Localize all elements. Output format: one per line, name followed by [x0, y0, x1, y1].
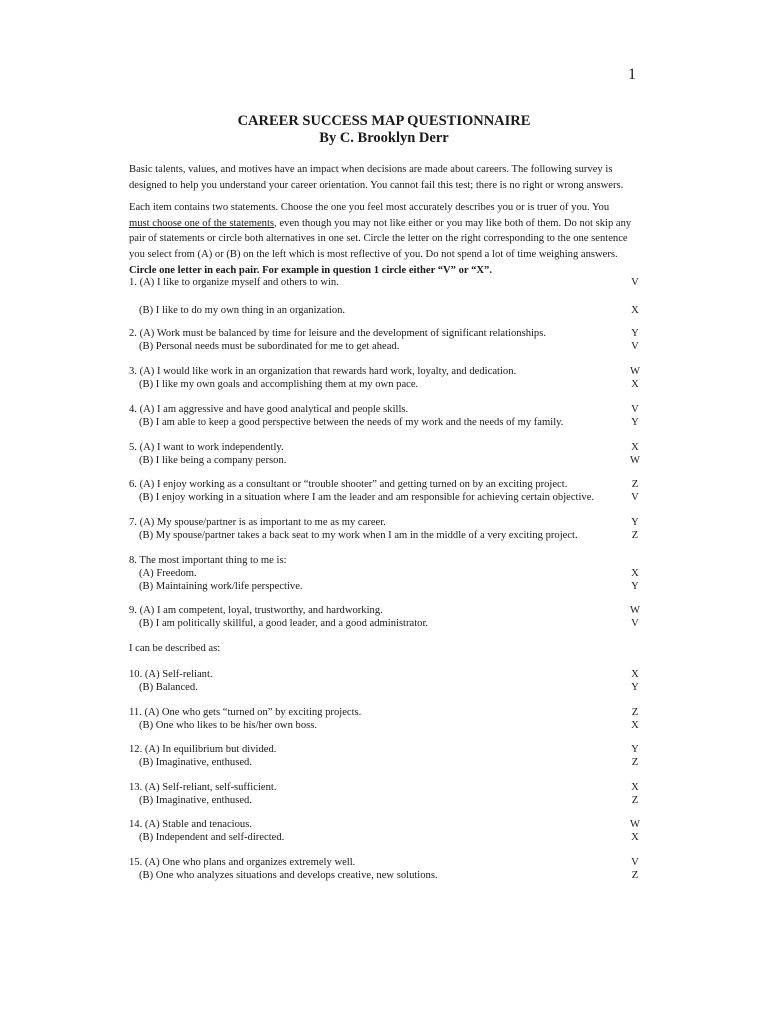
- question-8-b: (B) Maintaining work/life perspective.: [139, 581, 303, 592]
- question-11-a: 11. (A) One who gets “turned on” by exciting projects.: [129, 707, 362, 718]
- instructions-line: [129, 216, 631, 232]
- question-1-b: (B) I like to do my own thing in an organization.: [139, 305, 346, 316]
- answer-letter-12b[interactable]: Z: [631, 757, 639, 768]
- document-author: By C. Brooklyn Derr: [319, 130, 449, 146]
- answer-letter-6b[interactable]: V: [631, 492, 639, 503]
- question-13-b: (B) Imaginative, enthused.: [139, 795, 252, 806]
- answer-letter-13b[interactable]: Z: [631, 795, 639, 806]
- answer-letter-15b[interactable]: Z: [631, 870, 639, 881]
- intro-paragraph: [129, 162, 623, 193]
- answer-letter-8a[interactable]: X: [631, 568, 639, 579]
- question-10-b: (B) Balanced.: [139, 682, 198, 693]
- question-12-a: 12. (A) In equilibrium but divided.: [129, 744, 277, 755]
- instructions-paragraph: [129, 200, 631, 262]
- question-9-b: (B) I am politically skillful, a good leader, and a good administrator.: [139, 618, 429, 629]
- instructions-line: Each item contains two statements. Choose the one you feel most accurately describes you or is truer of you. You: [129, 202, 610, 213]
- answer-letter-4b[interactable]: Y: [631, 417, 639, 428]
- answer-letter-4a[interactable]: V: [631, 404, 639, 415]
- answer-letter-3b[interactable]: X: [631, 379, 639, 390]
- question-8-a: (A) Freedom.: [139, 568, 197, 579]
- document-title: CAREER SUCCESS MAP QUESTIONNAIRE: [237, 113, 531, 129]
- answer-letter-3a[interactable]: W: [630, 366, 640, 377]
- intro-line: designed to help you understand your career orientation. You cannot fail this test; there is no right or wrong answers.: [129, 179, 624, 191]
- question-1-a: 1. (A) I like to organize myself and others to win.: [129, 277, 339, 288]
- answer-letter-2b[interactable]: V: [631, 341, 639, 352]
- instructions-line: you select from (A) or (B) on the left which is most reflective of you. Do not spend a lot of time weighing answers.: [129, 248, 618, 260]
- question-2-b: (B) Personal needs must be subordinated for me to get ahead.: [139, 341, 400, 352]
- answer-letter-10a[interactable]: X: [631, 669, 639, 680]
- answer-letter-5a[interactable]: X: [631, 442, 639, 453]
- question-4-a: 4. (A) I am aggressive and have good analytical and people skills.: [129, 404, 409, 415]
- question-13-a: 13. (A) Self-reliant, self-sufficient.: [129, 782, 277, 793]
- question-5-a: 5. (A) I want to work independently.: [129, 442, 284, 453]
- answer-letter-15a[interactable]: V: [631, 857, 639, 868]
- question-14-b: (B) Independent and self-directed.: [139, 832, 285, 843]
- answer-letter-5b[interactable]: W: [630, 455, 640, 466]
- answer-letter-1b[interactable]: X: [631, 305, 639, 316]
- question-5-b: (B) I like being a company person.: [139, 455, 287, 466]
- answer-letter-2a[interactable]: Y: [631, 328, 639, 339]
- emphasis-text: must choose one of the statements: [129, 217, 275, 229]
- question-2-a: 2. (A) Work must be balanced by time for leisure and the development of significant relationships.: [129, 328, 546, 339]
- answer-letter-7a[interactable]: Y: [631, 517, 639, 528]
- answer-letter-14a[interactable]: W: [630, 819, 640, 830]
- question-8-stem: 8. The most important thing to me is:: [129, 555, 287, 566]
- answer-letter-9b[interactable]: V: [631, 618, 639, 629]
- section-heading: I can be described as:: [129, 643, 221, 654]
- answer-letter-13a[interactable]: X: [631, 782, 639, 793]
- question-3-b: (B) I like my own goals and accomplishing them at my own pace.: [139, 379, 419, 390]
- question-7-b: (B) My spouse/partner takes a back seat to my work when I am in the middle of a very exciting project.: [139, 530, 578, 541]
- question-6-a: 6. (A) I enjoy working as a consultant or “trouble shooter” and getting turned on by an exciting project.: [129, 479, 568, 490]
- question-3-a: 3. (A) I would like work in an organization that rewards hard work, loyalty, and dedication.: [129, 366, 517, 377]
- intro-line: Basic talents, values, and motives have an impact when decisions are made about careers. The following survey is: [129, 164, 613, 175]
- answer-letter-1a[interactable]: V: [631, 277, 639, 288]
- question-15-a: 15. (A) One who plans and organizes extremely well.: [129, 857, 356, 868]
- instructions-text: , even though you may not like either or you may like both of them. Do not skip any: [274, 217, 632, 229]
- answer-letter-11a[interactable]: Z: [631, 707, 639, 718]
- question-11-b: (B) One who likes to be his/her own boss.: [139, 720, 318, 731]
- bold-instruction: Circle one letter in each pair. For example in question 1 circle either “V” or “X”.: [129, 265, 492, 276]
- question-12-b: (B) Imaginative, enthused.: [139, 757, 252, 768]
- question-15-b: (B) One who analyzes situations and develops creative, new solutions.: [139, 870, 438, 881]
- question-9-a: 9. (A) I am competent, loyal, trustworthy, and hardworking.: [129, 605, 383, 616]
- page-number: 1: [628, 66, 636, 83]
- answer-letter-12a[interactable]: Y: [631, 744, 639, 755]
- answer-letter-6a[interactable]: Z: [631, 479, 639, 490]
- instructions-line: pair of statements or circle both alternatives in one set. Circle the letter on the right corresponding to the one sentence: [129, 233, 628, 244]
- answer-letter-8b[interactable]: Y: [631, 581, 639, 592]
- question-6-b: (B) I enjoy working in a situation where I am the leader and am responsible for achieving certain objective.: [139, 492, 595, 503]
- question-14-a: 14. (A) Stable and tenacious.: [129, 819, 252, 830]
- answer-letter-14b[interactable]: X: [631, 832, 639, 843]
- answer-letter-10b[interactable]: Y: [631, 682, 639, 693]
- question-7-a: 7. (A) My spouse/partner is as important to me as my career.: [129, 517, 386, 528]
- answer-letter-11b[interactable]: X: [631, 720, 639, 731]
- question-4-b: (B) I am able to keep a good perspective between the needs of my work and the needs of my family.: [139, 417, 564, 428]
- answer-letter-9a[interactable]: W: [630, 605, 640, 616]
- answer-letter-7b[interactable]: Z: [631, 530, 639, 541]
- question-10-a: 10. (A) Self-reliant.: [129, 669, 213, 680]
